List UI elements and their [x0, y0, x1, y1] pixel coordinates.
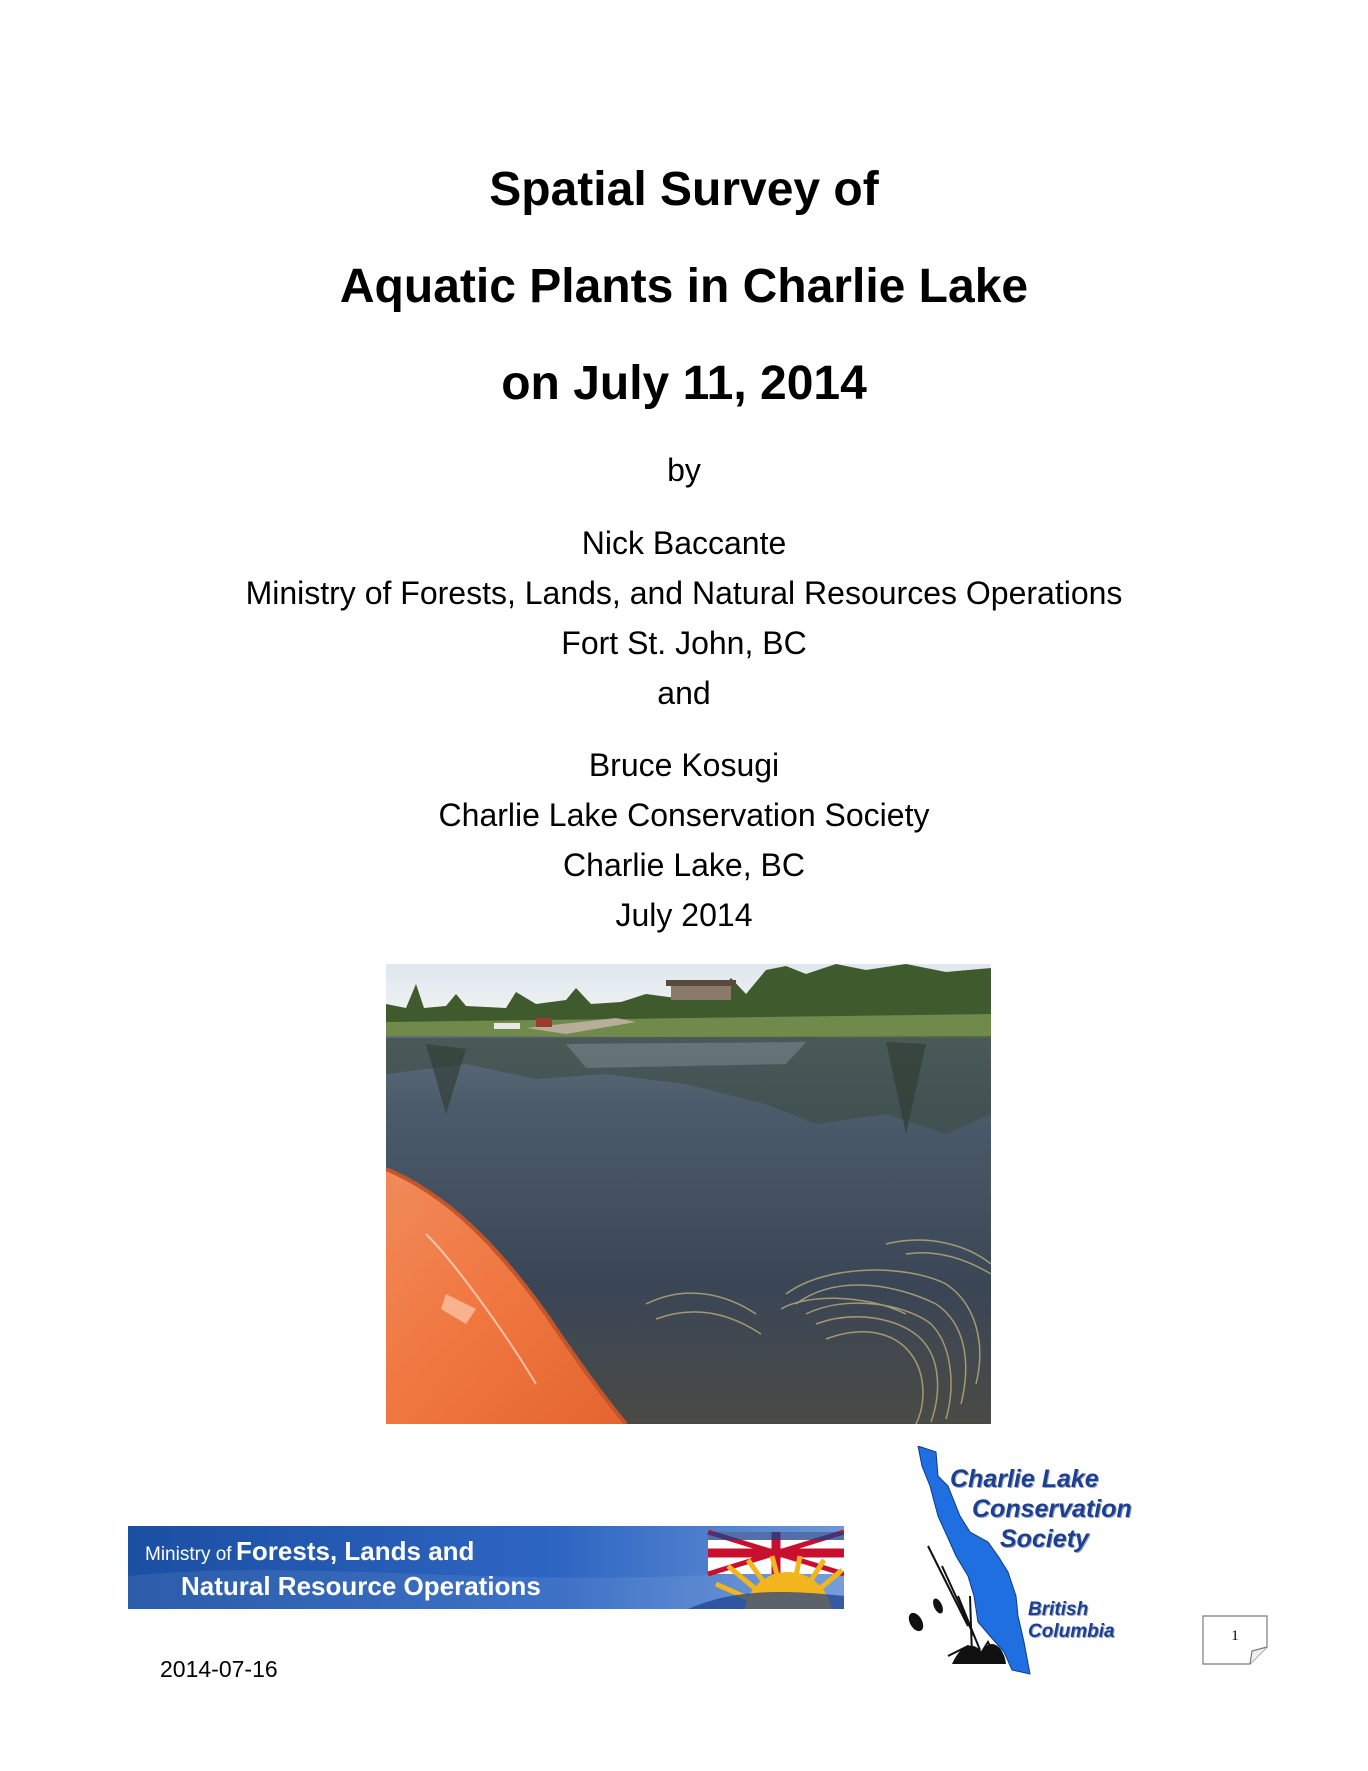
author1-organization: Ministry of Forests, Lands, and Natural Resources Operations — [245, 575, 1123, 611]
ministry-name-line-2: Natural Resource Operations — [181, 1571, 541, 1601]
title-line-2: Aquatic Plants in Charlie Lake — [339, 260, 1029, 313]
ministry-name — [145, 1536, 541, 1602]
ministry-name-line-1: Forests, Lands and — [236, 1536, 475, 1566]
lake-photo-illustration — [386, 964, 991, 1424]
author1-location: Fort St. John, BC — [561, 625, 807, 661]
byline: by — [667, 452, 701, 488]
ministry-prefix: Ministry of — [145, 1544, 232, 1565]
society-name-line-1: Charlie Lake — [950, 1465, 1099, 1493]
title-line-3: on July 11, 2014 — [501, 357, 867, 410]
author2-location: Charlie Lake, BC — [563, 847, 805, 883]
title-line-1: Spatial Survey of — [489, 163, 879, 216]
page-number: 1 — [1231, 1628, 1239, 1644]
author2-name: Bruce Kosugi — [588, 747, 780, 783]
ministry-logo — [128, 1526, 844, 1609]
society-logo — [908, 1446, 1158, 1676]
society-province-line-1: British — [1028, 1599, 1089, 1620]
footer-date: 2014-07-16 — [160, 1656, 278, 1682]
society-name-line-3: Society — [1000, 1525, 1089, 1553]
author1-name: Nick Baccante — [581, 525, 787, 561]
author2-organization: Charlie Lake Conservation Society — [438, 797, 930, 833]
society-name-line-2: Conservation — [972, 1495, 1132, 1523]
society-province-line-2: Columbia — [1028, 1621, 1115, 1642]
report-date: July 2014 — [615, 897, 753, 933]
conjunction: and — [657, 675, 711, 711]
cover-photo — [386, 964, 991, 1424]
